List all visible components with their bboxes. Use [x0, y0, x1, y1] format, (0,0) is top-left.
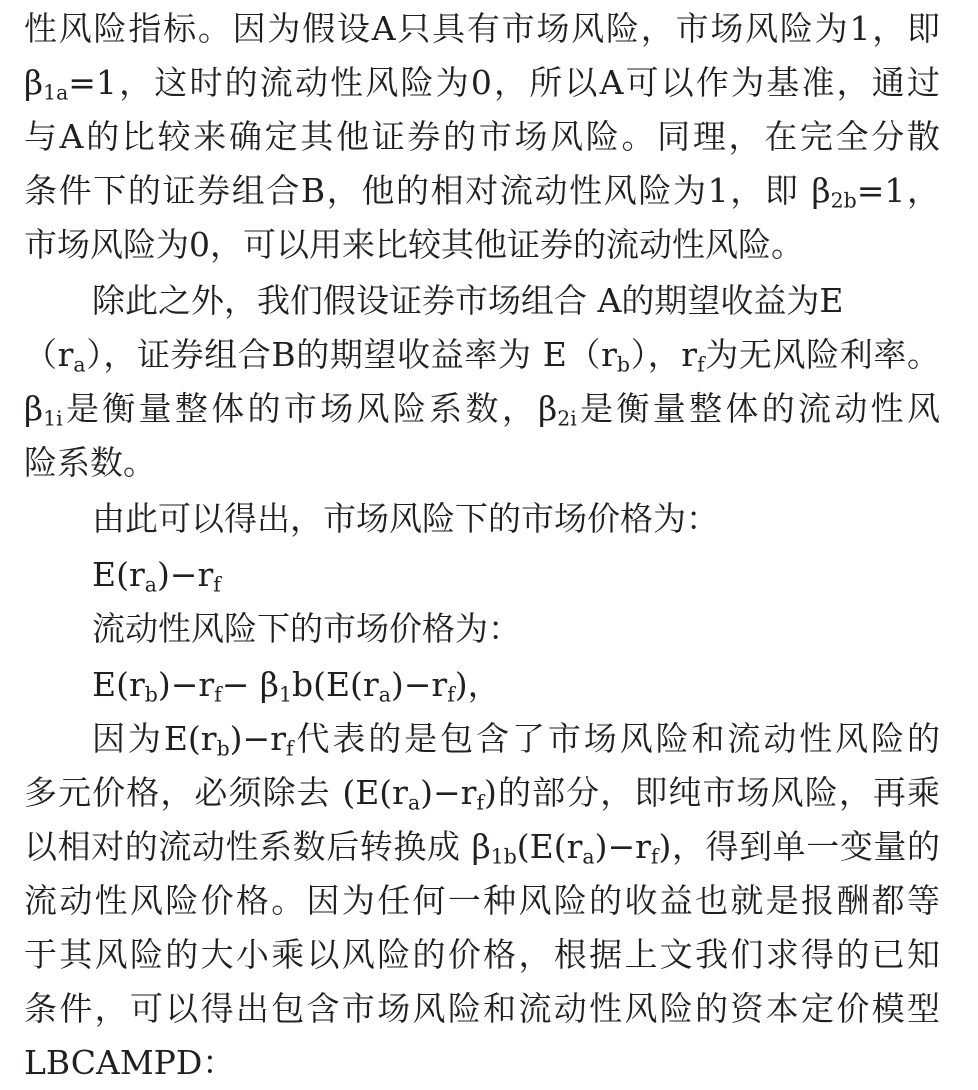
paragraph-4: 流动性风险下的市场价格为： [92, 609, 521, 648]
formula-market-price: $E(r_a)-r_f$ [92, 555, 221, 597]
paragraph-1-line-1: 性风险指标。因为假设A只具有市场风险，市场风险为1，即 [24, 9, 940, 48]
paragraph-5-line-5: 于其风险的大小乘以风险的价格，根据上文我们求得的已知 [24, 935, 940, 974]
paragraph-5-line-6: 条件，可以得出包含市场风险和流动性风险的资本定价模型 [24, 989, 940, 1028]
formula-liquidity-price: $E(r_b)-r_f- \beta_1b(E(r_a)-r_f)$， [92, 665, 501, 707]
paragraph-2-line-4: 险系数。 [24, 443, 156, 482]
paragraph-3: 由此可以得出，市场风险下的市场价格为： [92, 499, 719, 538]
paragraph-5-line-4: 流动性风险价格。因为任何一种风险的收益也就是报酬都等 [24, 881, 940, 920]
paragraph-1-line-5: 市场风险为0，可以用来比较其他证券的流动性风险。 [24, 225, 804, 264]
paragraph-5-line-1: 因为$E(r_b)-r_f$代表的是包含了市场风险和流动性风险的 [92, 719, 941, 761]
paragraph-2-line-1: 除此之外，我们假设证券市场组合 A的期望收益为E [92, 281, 844, 320]
paragraph-1-line-4: 条件下的证券组合B，他的相对流动性风险为1，即 $\beta_{2b}=1$， [24, 171, 940, 213]
paragraph-2-line-3: $\beta_{1i}$是衡量整体的市场风险系数，$\beta_{2i}$是衡量整体的流动性风 [24, 389, 941, 431]
paragraph-5-line-2: 多元价格，必须除去 $(E(r_a)-r_f)$的部分，即纯市场风险，再乘 [24, 773, 941, 815]
paragraph-5-line-3: 以相对的流动性系数后转换成 $\beta_{1b}(E(r_a)-r_f)$，得到单一变量的 [24, 827, 940, 869]
paragraph-2-line-2: $(r_a)$，证券组合B的期望收益率为 $E(r_b)$，$r_f$为无风险利率。 [24, 335, 941, 377]
paragraph-1-line-3: 与A的比较来确定其他证券的市场风险。同理，在完全分散 [24, 117, 940, 156]
paragraph-5-line-7: LBCAMPD： [24, 1043, 236, 1082]
paragraph-1-line-2: $\beta_{1a}=1$，这时的流动性风险为0，所以A可以作为基准，通过 [24, 63, 940, 105]
